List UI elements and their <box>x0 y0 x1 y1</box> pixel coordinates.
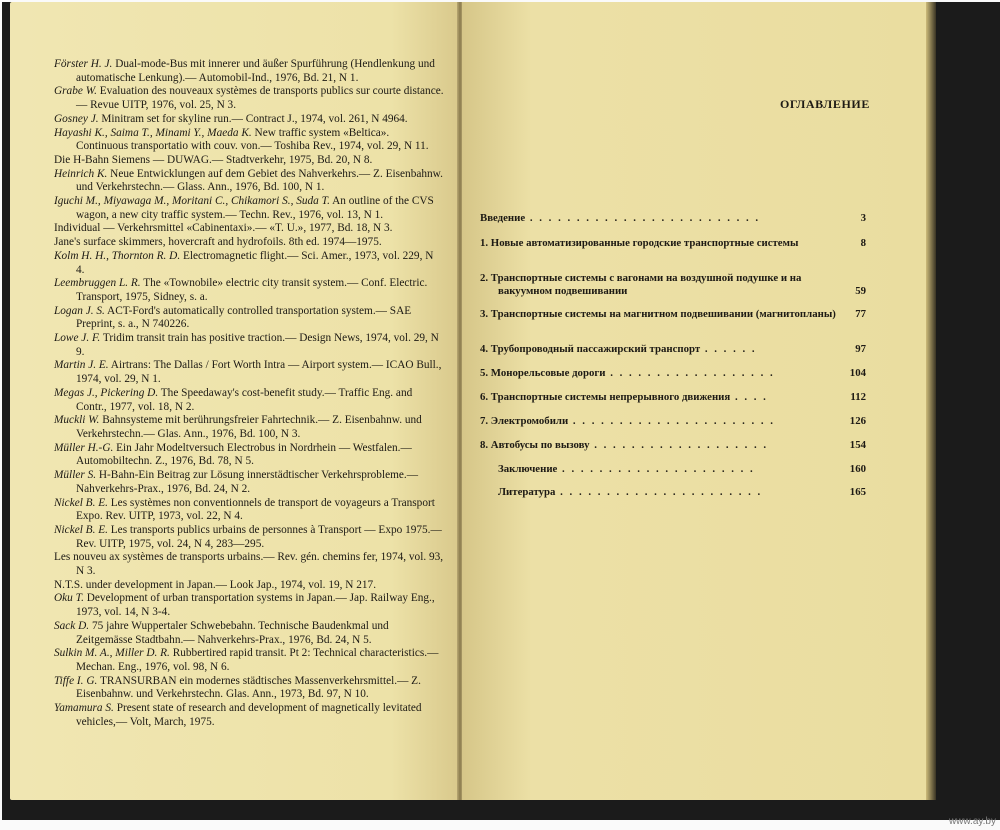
reference-text: Rubbertired rapid transit. Pt 2: Technical characteristics.— Mechan. Eng., 1976, vol. 98, N 6. <box>76 647 439 673</box>
toc-entry <box>480 237 866 250</box>
reference-text: Evaluation des nouveaux systèmes de transports publics sur courte distance.— Revue UITP, 1976, vol. 25, N 3. <box>76 85 444 112</box>
left-page <box>10 2 458 800</box>
reference-entry <box>54 497 444 524</box>
reference-entry <box>54 127 444 154</box>
reference-author: Leembruggen L. R. <box>54 277 141 290</box>
reference-author: Kolm H. H., Thornton R. D. <box>54 249 181 262</box>
reference-text: Bahnsysteme mit berührungsfreier Fahrtechnik.— Z. Eisenbahnw. und Verkehrstechn.— Glas. Ann., 1976, Bd. 100, N 3. <box>76 414 422 440</box>
toc-entry-page: 104 <box>849 367 866 379</box>
reference-entry <box>54 647 444 674</box>
reference-author: Sack D. <box>54 619 90 632</box>
reference-entry <box>54 58 444 85</box>
reference-author: Nickel B. E. <box>54 523 108 536</box>
reference-entry <box>54 222 444 236</box>
toc-entry: Литература . . . . . . . . . . . . . . . . . . . . . . 165 <box>498 486 866 498</box>
reference-text: Tridim transit train has positive traction.— Design News, 1974, vol. 29, N 9. <box>76 332 439 358</box>
reference-author: Megas J., Pickering D. <box>54 386 159 399</box>
scanned-book-spread <box>2 2 1000 820</box>
reference-entry <box>54 620 444 647</box>
toc-entry: Заключение . . . . . . . . . . . . . . . . . . . . . 160 <box>498 463 866 475</box>
reference-text: Present state of research and development of magnetically levitated vehicles,— Volt, March, 1975. <box>76 702 422 728</box>
reference-text: Neue Entwicklungen auf dem Gebiet des Nahverkehrs.— Z. Eisenbahnw. und Verkehrstechn.— Glass. Ann., 1976, Bd. 100, N 1. <box>76 167 443 194</box>
reference-text: New traffic system «Beltica». Continuous transportatio with couv. von.— Toshiba Rev., 1974, vol. 29, N 11. <box>76 126 429 153</box>
toc-entry <box>480 308 866 321</box>
reference-entry <box>54 277 444 304</box>
toc-entry-title: 8. Автобусы по вызову <box>480 439 590 451</box>
reference-entry <box>54 579 444 593</box>
reference-text: Les systèmes non conventionnels de transport de voyageurs a Transport Expo. Rev. UITP, 1973, vol. 22, N 4. <box>76 496 435 523</box>
reference-entry <box>54 305 444 332</box>
reference-entry <box>54 592 444 619</box>
page-edge-shadow <box>926 2 936 800</box>
reference-text: The Speedaway's cost-benefit study.— Traffic Eng. and Contr., 1977, vol. 18, N 2. <box>76 386 413 413</box>
reference-author: Förster H. J. <box>54 58 113 70</box>
toc-entry-page: 8 <box>860 237 866 249</box>
reference-text: Jane's surface skimmers, hovercraft and hydrofoils. 8th ed. 1974—1975. <box>54 236 382 249</box>
toc-entry-page: 3 <box>860 212 866 224</box>
toc-entry-page: 126 <box>849 415 866 427</box>
reference-list <box>54 58 444 729</box>
toc-entry-title: 1. Новые автоматизированные городские транспортные системы <box>480 237 799 249</box>
reference-entry <box>54 113 444 127</box>
reference-entry <box>54 250 444 277</box>
reference-author: Müller H.-G. <box>54 441 114 454</box>
toc-entry-title: 3. Транспортные системы на магнитном подвешивании (магнитопланы) <box>480 308 836 320</box>
reference-author: Lowe J. F. <box>54 332 101 345</box>
reference-author: Iguchi M., Miyawaga M., Moritani C., Chikamori S., Suda T. <box>54 195 330 208</box>
reference-author: Grabe W. <box>54 85 97 98</box>
toc-entry-page: 154 <box>849 439 866 451</box>
toc-entry-page: 160 <box>849 463 866 475</box>
toc-entry-page: 112 <box>850 391 866 403</box>
reference-text: Les nouveu ax systèmes de transports urbains.— Rev. gén. chemins fer, 1974, vol. 93, N 3. <box>54 551 444 578</box>
reference-text: ACT-Ford's automatically controlled transportation system.— SAE Preprint, s. a., N 740226. <box>76 304 412 331</box>
toc-entry-title: 7. Электромобили <box>480 415 569 427</box>
reference-text: Dual-mode-Bus mit innerer und äußer Spurführung (Hendlenkung und automatische Lenkung).— Automobil-Ind., 1976, Bd. 21, N 1. <box>76 58 435 84</box>
reference-text: N.T.S. under development in Japan.— Look Jap., 1974, vol. 19, N 217. <box>54 578 377 591</box>
toc-entry-title: Литература <box>498 486 556 498</box>
toc-entry-title: Введение <box>480 212 526 224</box>
reference-entry <box>54 332 444 359</box>
reference-entry <box>54 85 444 112</box>
reference-author: Sulkin M. A., Miller D. R. <box>54 647 170 660</box>
reference-author: Hayashi K., Saima T., Minami Y., Maeda K. <box>54 126 252 139</box>
toc-title: ОГЛАВЛЕНИЕ <box>780 97 870 111</box>
reference-author: Nickel B. E. <box>54 496 108 509</box>
toc-entry-page: 77 <box>855 308 866 320</box>
reference-text: An outline of the CVS wagon, a new city traffic system.— Techn. Rev., 1976, vol. 13, N 1. <box>76 195 434 221</box>
reference-author: Logan J. S. <box>54 304 105 317</box>
reference-author: Martin J. E. <box>54 359 109 372</box>
reference-author: Gosney J. <box>54 112 99 125</box>
reference-entry <box>54 195 444 222</box>
reference-entry <box>54 154 444 168</box>
reference-author: Oku T. <box>54 592 84 605</box>
toc-entry-title: 2. Транспортные системы с вагонами на воздушной подушке и на вакуумном подвешивании <box>480 272 802 297</box>
reference-text: Electromagnetic flight.— Sci. Amer., 1973, vol. 229, N 4. <box>76 249 434 276</box>
toc-entry: 6. Транспортные системы непрерывного движения . . . . 112 <box>480 391 866 403</box>
reference-text: Development of urban transportation systems in Japan.— Jap. Railway Eng., 1973, vol. 14, N 3-4. <box>76 592 435 619</box>
toc-entry-page: 165 <box>849 486 866 498</box>
toc-entry: 4. Трубопроводный пассажирский транспорт . . . . . . 97 <box>480 343 866 355</box>
toc-entry <box>480 272 866 298</box>
toc-entry-title: Заключение <box>498 463 558 475</box>
reference-entry <box>54 168 444 195</box>
toc-entry: 7. Электромобили . . . . . . . . . . . . . . . . . . . . . . 126 <box>480 415 866 427</box>
reference-entry <box>54 551 444 578</box>
reference-entry <box>54 442 444 469</box>
toc-entry-page: 59 <box>855 285 866 297</box>
reference-text: Individual — Verkehrsmittel «Cabinentaxi».— «T. U.», 1977, Bd. 18, N 3. <box>54 222 393 235</box>
reference-entry <box>54 469 444 496</box>
reference-text: Les transports publics urbains de personnes à Transport — Expo 1975.— Rev. UITP, 1975, vol. 24, N 4, 283—295. <box>76 523 442 550</box>
reference-author: Yamamura S. <box>54 702 114 715</box>
reference-author: Müller S. <box>54 469 97 482</box>
reference-entry <box>54 702 444 729</box>
reference-entry <box>54 387 444 414</box>
reference-entry <box>54 236 444 250</box>
reference-text: TRANSURBAN ein modernes städtisches Massenverkehrsmittel.— Z. Eisenbahnw. und Verkehrstechn. Glas. Ann., 1973, Bd. 97, N 10. <box>76 674 421 701</box>
toc-entry: 8. Автобусы по вызову . . . . . . . . . . . . . . . . . . . 154 <box>480 439 866 451</box>
reference-text: H-Bahn-Ein Beitrag zur Lösung innerstädtischer Verkehrsprobleme.— Nahverkehrs-Prax., 1976, Bd. 24, N 2. <box>76 469 419 495</box>
reference-text: The «Townobile» electric city transit system.— Conf. Electric. Transport, 1975, Sidney, s. a. <box>76 277 428 303</box>
watermark: www.ay.by <box>948 816 996 827</box>
reference-author: Tiffe I. G. <box>54 674 98 687</box>
reference-text: Airtrans: The Dallas / Fort Worth Intra — Airport system.— ICAO Bull., 1974, vol. 29, N 1. <box>76 359 442 386</box>
reference-entry <box>54 414 444 441</box>
reference-text: 75 jahre Wuppertaler Schwebebahn. Technische Baudenkmal und Zeitgemässe Stadtbahn.— Nahverkehrs-Prax., 1976, Bd. 24, N 5. <box>76 619 389 646</box>
reference-entry <box>54 359 444 386</box>
toc-entry-title: 6. Транспортные системы непрерывного движения <box>480 391 731 403</box>
reference-entry <box>54 524 444 551</box>
reference-entry <box>54 675 444 702</box>
reference-author: Heinrich K. <box>54 167 108 180</box>
reference-text: Ein Jahr Modeltversuch Electrobus in Nordrhein — Westfalen.— Automobiltechn. Z., 1976, Bd. 78, N 5. <box>76 441 412 468</box>
reference-author: Muckli W. <box>54 414 100 427</box>
toc-entry: 5. Монорельсовые дороги . . . . . . . . . . . . . . . . . . 104 <box>480 367 866 379</box>
toc-entry-title: 5. Монорельсовые дороги <box>480 367 606 379</box>
toc-entry: Введение . . . . . . . . . . . . . . . . . . . . . . . . . 3 <box>480 212 866 224</box>
reference-text: Minitram set for skyline run.— Contract J., 1974, vol. 261, N 4964. <box>101 112 408 125</box>
toc-entry-title: 4. Трубопроводный пассажирский транспорт <box>480 343 701 355</box>
reference-text: Die H-Bahn Siemens — DUWAG.— Stadtverkehr, 1975, Bd. 20, N 8. <box>54 153 373 166</box>
toc-entry-page: 97 <box>855 343 866 355</box>
